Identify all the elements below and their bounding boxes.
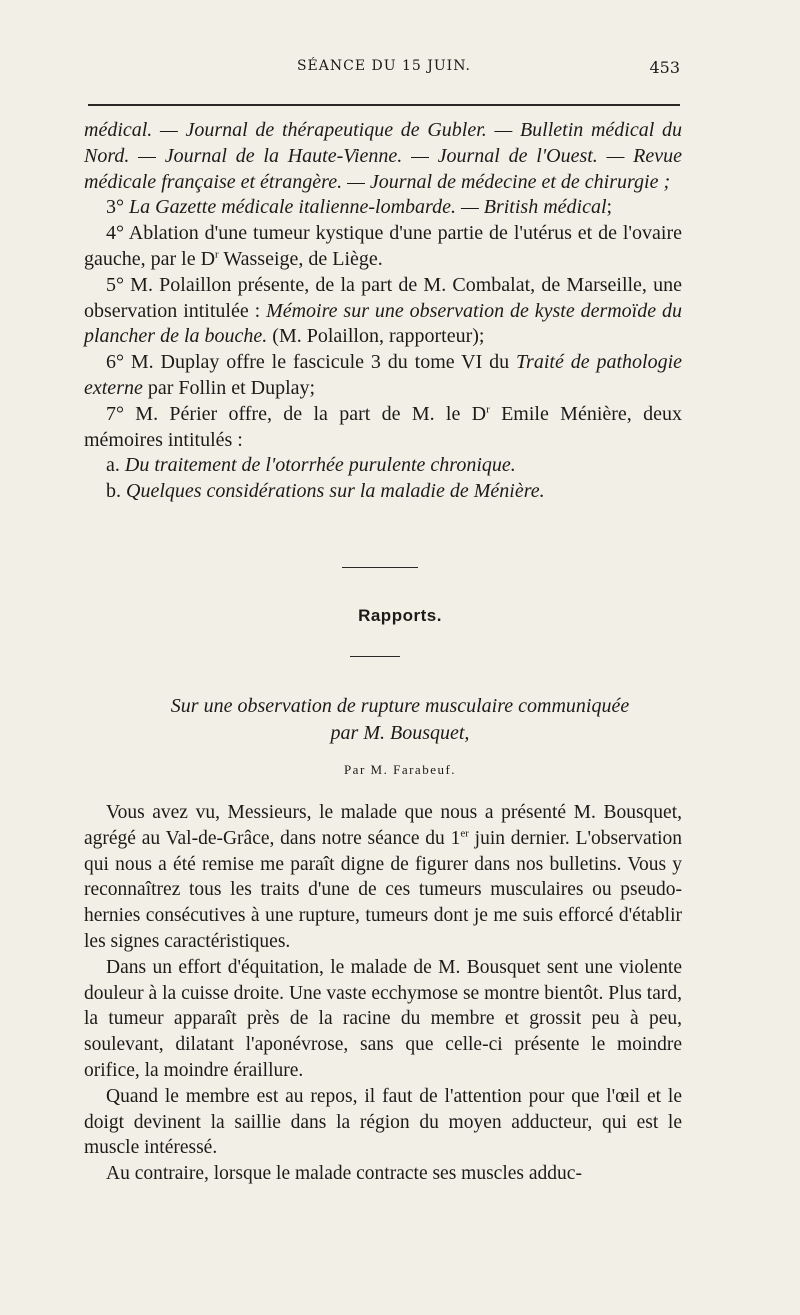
- text-run: Emile Ménière, deux mémoires intitulés :: [84, 402, 682, 451]
- list-item: [84, 350, 682, 402]
- text-run: Quand le membre est au repos, il faut de l'attention pour que l'œil et le doigt devinent la saillie dans la région du moyen adducteur, qui est le muscle intéressé.: [84, 1085, 682, 1159]
- text-run: 5° M. Polaillon présente, de la part de M. Combalat, de Marseille, une observation intitulée :: [84, 273, 682, 322]
- header-rule: [88, 104, 680, 106]
- italic-text: Quelques considérations sur la maladie de Ménière.: [126, 480, 545, 503]
- article-title-line: par M. Bousquet,: [330, 722, 470, 744]
- body-paragraph: [84, 1161, 682, 1187]
- article-body: [84, 800, 682, 1187]
- text-run: 4° Ablation d'une tumeur kystique d'une partie de l'utérus et de l'ovaire gauche, par le D: [84, 222, 682, 270]
- text-run: 3°: [106, 196, 129, 219]
- list-item: [84, 221, 682, 273]
- italic-text: médical. — Journal de thérapeutique de Gubler. — Bulletin médical du Nord. — Journal de la Haute-Vienne. — Journal de l'Ouest. — Revue médicale française et étrangère. — Journal de médecine et de chirurgie ;: [84, 119, 682, 193]
- section-divider: [342, 567, 418, 568]
- list-item: [84, 453, 682, 479]
- superscript: r: [215, 248, 219, 261]
- text-run: 7° M. Périer offre, de la part de M. le D: [106, 402, 487, 425]
- superscript: r: [486, 403, 490, 416]
- text-run: 6° M. Duplay offre le fascicule 3 du tome VI du: [106, 351, 517, 374]
- list-item: [84, 402, 682, 454]
- text-run: Vous avez vu, Messieurs, le malade que nous a présenté M. Bousquet, agrégé au Val-de-Grâce, dans notre séance du 1: [84, 802, 682, 849]
- running-title: SÉANCE DU 15 JUIN.: [296, 58, 472, 74]
- section-title: Rapports.: [358, 606, 442, 625]
- running-header: [88, 58, 680, 82]
- italic-text: La Gazette médicale italienne-lombarde. — British médical: [129, 196, 607, 219]
- list-item: [84, 273, 682, 350]
- text-run: Wasseige, de Liège.: [218, 247, 383, 270]
- body-paragraph: [84, 1084, 682, 1161]
- article-title: [84, 693, 716, 747]
- body-paragraph: [84, 955, 682, 1084]
- italic-text: Mémoire sur une observation de kyste dermoïde du plancher de la bouche.: [84, 299, 683, 348]
- text-run: Dans un effort d'équitation, le malade de M. Bousquet sent une violente douleur à la cuisse droite. Une vaste ecchymose se montre bientôt. Plus tard, la tumeur apparaît près de la racine du membre et grossit peu à peu, soulevant, dilatant l'aponévrose, sans que celle-ci présente le moindre orifice, la moindre éraillure.: [84, 956, 682, 1081]
- article-byline: Par M. Farabeuf.: [343, 762, 457, 777]
- section-subdivider: [350, 656, 400, 657]
- publication-list: [84, 118, 682, 505]
- italic-text: Du traitement de l'otorrhée purulente chronique.: [124, 454, 516, 477]
- page-number: 453: [649, 58, 680, 77]
- text-run: ;: [606, 196, 613, 219]
- text-run: Au contraire, lorsque le malade contracte ses muscles adduc-: [106, 1163, 582, 1185]
- italic-text: Traité de pathologie externe: [84, 351, 683, 399]
- body-paragraph: [84, 800, 682, 955]
- list-item: [84, 479, 682, 505]
- text-run: b.: [106, 480, 126, 503]
- text-run: juin dernier. L'observation qui nous a été remise me paraît digne de figurer dans nos bulletins. Vous y reconnaîtrez tous les traits d'une de ces tumeurs musculaires ou pseudo-hernies consécutives à une rupture, tumeurs dont je me suis efforcé d'établir les signes caractéristiques.: [84, 827, 682, 952]
- text-run: a.: [106, 454, 125, 477]
- superscript: er: [460, 827, 469, 840]
- text-run: par Follin et Duplay;: [142, 376, 316, 399]
- text-run: (M. Polaillon, rapporteur);: [267, 325, 485, 348]
- article-title-line: Sur une observation de rupture musculaire communiquée: [170, 695, 630, 717]
- list-item: [84, 118, 682, 195]
- list-item: [84, 195, 682, 221]
